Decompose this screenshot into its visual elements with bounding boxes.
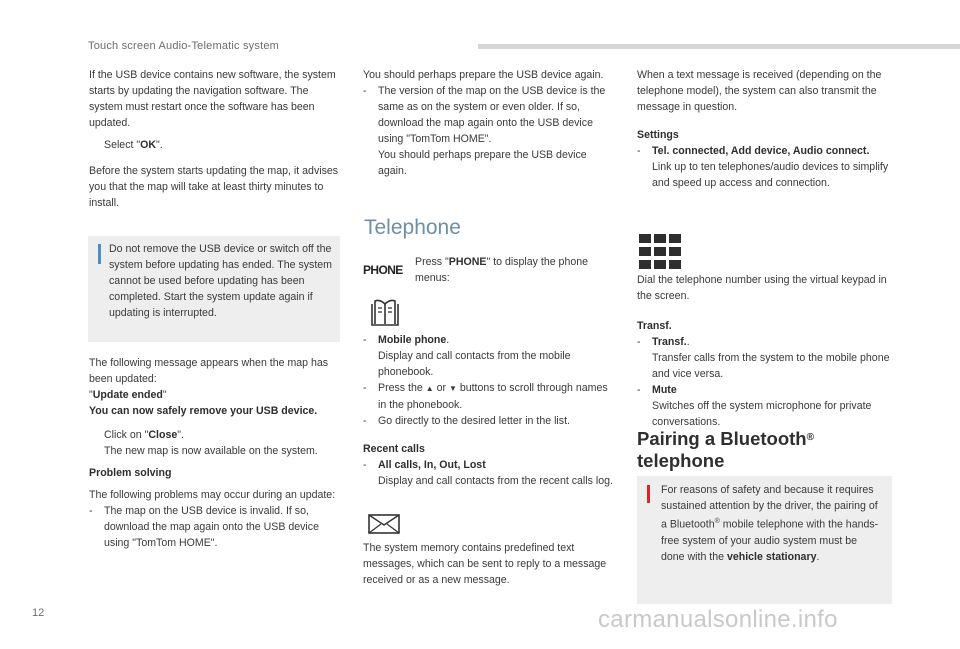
press-phone-text: Press "PHONE" to display the phone menus: — [415, 256, 589, 284]
check-icon — [89, 427, 104, 459]
list-item-recent-calls: - All calls, In, Out, Lost Display and call contacts from the recent calls log. — [363, 459, 613, 487]
column-1-lower — [89, 355, 341, 551]
paragraph: When a text message is received (depending on the telephone model), the system can also transmit the message in question. — [637, 69, 882, 113]
list-item-goto-letter: - Go directly to the desired letter in the list. — [363, 415, 570, 427]
paragraph: Dial the telephone number using the virtual keypad in the screen. — [637, 274, 887, 302]
recent-calls-heading: Recent calls — [363, 443, 425, 455]
warning-text: For reasons of safety and because it requires sustained attention by the driver, the pairing of a Bluetooth® mobile telephone with the hands-free system of your audio system must be done with the vehicle stationary. — [661, 484, 879, 563]
list-item-mute: - Mute Switches off the system microphone for private conversations. — [637, 384, 872, 428]
list-item-scroll: - Press the ▲ or ▼ buttons to scroll through names in the phonebook. — [363, 382, 608, 411]
settings-heading: Settings — [637, 129, 679, 141]
column-2 — [363, 67, 615, 179]
up-arrow-icon: ▲ — [425, 384, 434, 393]
note-bar — [98, 244, 101, 264]
list-item-mobile-phone: - Mobile phone. Display and call contacts from the mobile phonebook. — [363, 334, 571, 378]
column-3-mid — [637, 272, 892, 430]
telephone-heading: Telephone — [364, 216, 461, 239]
list-item-transf: - Transf.. Transfer calls from the system to the mobile phone and vice versa. — [637, 336, 890, 380]
paragraph: The following problems may occur during an update: — [89, 489, 336, 501]
instruction-select-ok: Select "OK". — [89, 137, 341, 153]
phonebook-icon — [366, 298, 404, 328]
instruction-click-close: Click on "Close". The new map is now available on the system. — [89, 427, 341, 459]
column-3 — [637, 67, 892, 191]
warning-bar — [647, 485, 650, 503]
note-text: Do not remove the USB device or switch off the system before updating has ended. The system cannot be used before updating has been completed. Start the system update again if updating is interrupted. — [109, 243, 332, 319]
header-rule — [478, 44, 960, 49]
running-header: Touch screen Audio-Telematic system — [88, 40, 280, 52]
paragraph: Before the system starts updating the map, it advises you that the map will take at least thirty minutes to install. — [89, 165, 339, 209]
list-item-settings: - Tel. connected, Add device, Audio connect. Link up to ten telephones/audio devices to simplify and speed up access and connection. — [637, 145, 889, 189]
keypad-icon — [639, 234, 681, 270]
messages-icon — [366, 511, 402, 537]
info-note — [88, 236, 340, 342]
memory-text: The system memory contains predefined text messages, which can be sent to reply to a message received or as a new message. — [363, 542, 607, 586]
transf-heading: Transf. — [637, 320, 672, 332]
page-number: 12 — [32, 607, 45, 619]
paragraph: If the USB device contains new software, the system starts by updating the navigation software. The system must restart once the software has been updated. — [89, 69, 336, 129]
down-arrow-icon: ▼ — [448, 384, 457, 393]
problem-item: - The map on the USB device is invalid. If so, download the map again onto the USB device using "TomTom HOME". — [89, 505, 319, 549]
watermark: carmanualsonline.info — [598, 606, 838, 633]
warning-note — [637, 476, 892, 604]
problem-item: - The version of the map on the USB device is the same as on the system or even older. If so, download the map again onto the USB device using "TomTom HOME". You should perhaps prepare the USB device again. — [363, 85, 606, 177]
phone-button-icon: PHONE — [363, 263, 403, 277]
safe-remove-message: You can now safely remove your USB device. — [89, 405, 318, 417]
update-message: "Update ended" — [89, 389, 167, 401]
problem-heading: Problem solving — [89, 467, 172, 479]
check-icon — [89, 137, 104, 153]
column-1 — [89, 67, 341, 211]
paragraph: The following message appears when the map has been updated: — [89, 357, 329, 385]
pairing-heading: Pairing a Bluetooth® telephone — [637, 428, 814, 471]
paragraph: You should perhaps prepare the USB device again. — [363, 69, 604, 81]
phone-menu-list — [363, 332, 615, 489]
